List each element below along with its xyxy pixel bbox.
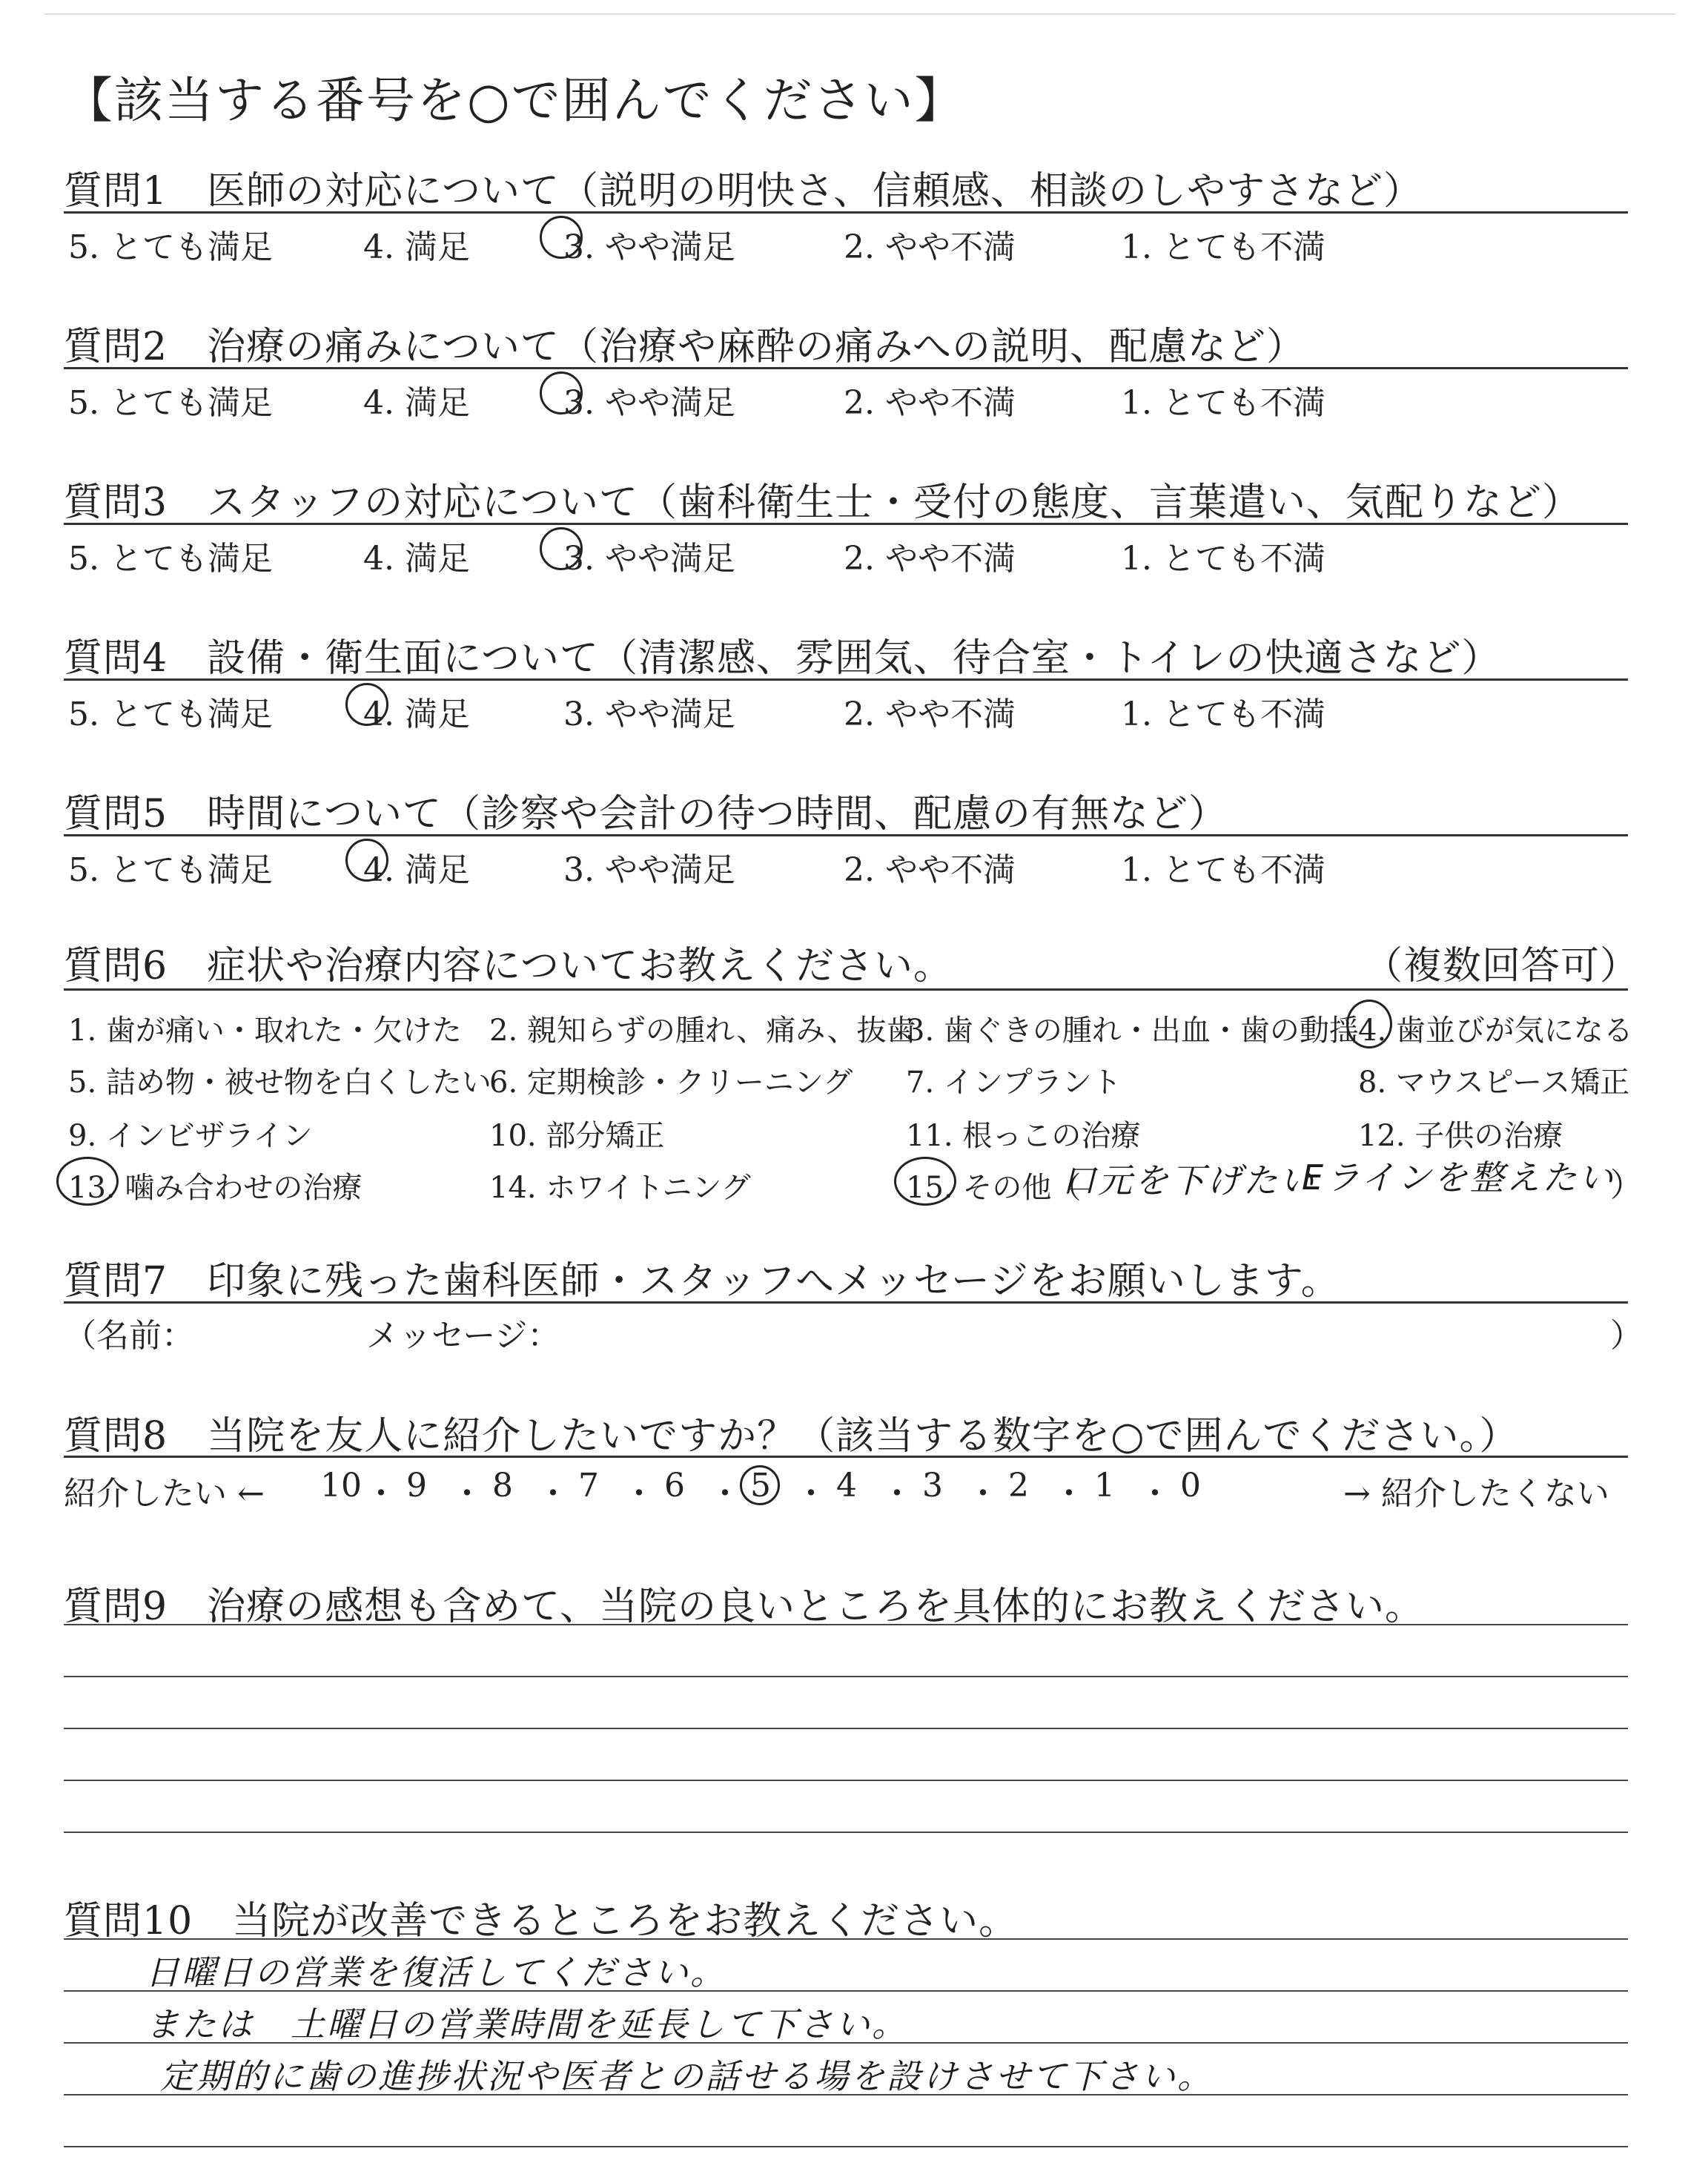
q8-title: 質問8 当院を友人に紹介したいですか？（該当する数字を○で囲んでください。） [64, 1414, 1519, 1459]
q8-scale-0[interactable]: 0 [1180, 1467, 1201, 1505]
q6-option-14[interactable]: 14. ホワイトニング [489, 1171, 751, 1205]
q4-option-2[interactable]: 2. やや不満 [844, 696, 1016, 733]
q10-answer-line: または 土曜日の営業時間を延長して下さい。 [145, 2004, 908, 2044]
q7-close: ） [1610, 1317, 1643, 1355]
q2-option-4[interactable]: 4. 満足 [363, 384, 470, 422]
q4-option-5[interactable]: 5. とても満足 [68, 696, 273, 733]
q2-option-2[interactable]: 2. やや不満 [844, 384, 1016, 422]
q9-line [64, 1624, 1628, 1625]
q8-underline [64, 1456, 1628, 1458]
q1-title: 質問1 医師の対応について（説明の明快さ、信頼感、相談のしやすさなど） [64, 169, 1423, 214]
q8-scale-separator: ・ [795, 1475, 827, 1513]
q5-selected-circle [345, 839, 388, 882]
q8-scale-4[interactable]: 4 [836, 1467, 857, 1505]
q7-name-label: （名前： [64, 1317, 194, 1355]
q9-line [64, 1676, 1628, 1677]
q8-right-label: → 紹介したくない [1343, 1475, 1609, 1513]
q2-underline [64, 367, 1628, 369]
q9-title: 質問9 治療の感想も含めて、当院の良いところを具体的にお教えください。 [64, 1585, 1425, 1629]
q3-underline [64, 523, 1628, 525]
q8-scale-separator: ・ [537, 1475, 569, 1513]
q5-option-3[interactable]: 3. やや満足 [563, 851, 735, 889]
q9-line [64, 1832, 1628, 1833]
q1-option-5[interactable]: 5. とても満足 [68, 228, 273, 266]
q6-option-6[interactable]: 6. 定期検診・クリーニング [489, 1066, 853, 1100]
q8-scale-5[interactable]: 5 [750, 1467, 771, 1505]
q8-scale-10[interactable]: 10 [320, 1467, 362, 1505]
q4-title: 質問4 設備・衛生面について（清潔感、雰囲気、待合室・トイレの快適さなど） [64, 636, 1501, 681]
q6-title: 質問6 症状や治療内容についてお教えください。 [64, 944, 953, 988]
q6-option-11[interactable]: 11. 根っこの治療 [906, 1119, 1141, 1153]
q6-option-1[interactable]: 1. 歯が痛い・取れた・欠けた [68, 1014, 462, 1048]
q3-title: 質問3 スタッフの対応について（歯科衛生士・受付の態度、言葉遣い、気配りなど） [64, 480, 1582, 525]
q6-selected-circle-15 [894, 1157, 956, 1206]
q5-option-5[interactable]: 5. とても満足 [68, 851, 273, 889]
q5-title: 質問5 時間について（診察や会計の待つ時間、配慮の有無など） [64, 792, 1228, 836]
q4-option-1[interactable]: 1. とても不満 [1121, 696, 1325, 733]
q2-title: 質問2 治療の痛みについて（治療や麻酔の痛みへの説明、配慮など） [64, 325, 1306, 369]
q6-option-15[interactable]: 15. その他（ [906, 1171, 1082, 1205]
q4-option-3[interactable]: 3. やや満足 [563, 696, 735, 733]
q1-option-4[interactable]: 4. 満足 [363, 228, 470, 266]
q7-title: 質問7 印象に残った歯科医師・スタッフへメッセージをお願いします。 [64, 1259, 1340, 1304]
q8-scale-separator: ・ [709, 1475, 741, 1513]
q10-answer-line: 日曜日の営業を復活してください。 [145, 1952, 726, 1992]
q5-option-4[interactable]: 4. 満足 [363, 851, 470, 889]
q8-scale-9[interactable]: 9 [406, 1467, 427, 1505]
q6-underline [64, 988, 1628, 991]
q6-option-13[interactable]: 13. 噛み合わせの治療 [68, 1171, 363, 1205]
q4-underline [64, 678, 1628, 681]
q6-selected-circle-13 [56, 1157, 119, 1206]
q6-option-7[interactable]: 7. インプラント [906, 1066, 1122, 1100]
q6-other-answer-2: Eラインを整えたい [1302, 1157, 1615, 1198]
q6-option-10[interactable]: 10. 部分矯正 [489, 1119, 665, 1153]
page-top-border [44, 13, 1675, 15]
q4-selected-circle [345, 683, 388, 726]
q6-option-12[interactable]: 12. 子供の治療 [1358, 1119, 1563, 1153]
q6-other-answer-1: 口元を下げたい [1062, 1160, 1316, 1200]
q6-other-close: ） [1610, 1166, 1643, 1204]
q8-scale-separator: ・ [1139, 1475, 1171, 1513]
q2-option-1[interactable]: 1. とても不満 [1121, 384, 1325, 422]
q5-underline [64, 834, 1628, 836]
q8-selected-circle [740, 1465, 780, 1505]
q2-option-3[interactable]: 3. やや満足 [563, 384, 735, 422]
q6-option-9[interactable]: 9. インビザライン [68, 1119, 313, 1153]
q8-scale-separator: ・ [365, 1475, 397, 1513]
q1-option-2[interactable]: 2. やや不満 [844, 228, 1016, 266]
q8-scale-8[interactable]: 8 [492, 1467, 513, 1505]
q3-option-3[interactable]: 3. やや満足 [563, 540, 735, 578]
q3-selected-circle [540, 527, 583, 570]
q4-option-4[interactable]: 4. 満足 [363, 696, 470, 733]
q3-option-5[interactable]: 5. とても満足 [68, 540, 273, 578]
q7-message-label: メッセージ： [366, 1317, 560, 1355]
q8-scale-3[interactable]: 3 [922, 1467, 943, 1505]
q10-answer-line: 定期的に歯の進捗状況や医者との話せる場を設けさせて下さい。 [160, 2056, 1214, 2096]
q8-scale-separator: ・ [451, 1475, 483, 1513]
q9-line [64, 1728, 1628, 1729]
q8-scale-separator: ・ [623, 1475, 655, 1513]
page-header: 【該当する番号を○で囲んでください】 [64, 72, 965, 129]
q10-title: 質問10 当院が改善できるところをお教えください。 [64, 1899, 1019, 1943]
q1-option-1[interactable]: 1. とても不満 [1121, 228, 1325, 266]
q6-option-8[interactable]: 8. マウスピース矯正 [1358, 1066, 1630, 1100]
q8-scale-separator: ・ [1053, 1475, 1085, 1513]
q10-line [64, 2146, 1628, 2147]
q7-underline [64, 1301, 1628, 1304]
q8-scale-separator: ・ [881, 1475, 913, 1513]
q9-line [64, 1780, 1628, 1781]
q6-selected-circle-4 [1346, 1000, 1392, 1048]
q5-option-1[interactable]: 1. とても不満 [1121, 851, 1325, 889]
q3-option-1[interactable]: 1. とても不満 [1121, 540, 1325, 578]
q6-option-4[interactable]: 4. 歯並びが気になる [1358, 1014, 1633, 1048]
q1-underline [64, 211, 1628, 214]
q10-line [64, 1938, 1628, 1940]
q8-scale-6[interactable]: 6 [664, 1467, 685, 1505]
q3-option-2[interactable]: 2. やや不満 [844, 540, 1016, 578]
q6-multiple-note: （複数回答可） [1364, 944, 1640, 988]
q8-scale-separator: ・ [967, 1475, 999, 1513]
q6-option-5[interactable]: 5. 詰め物・被せ物を白くしたい [68, 1066, 491, 1100]
q8-scale-2[interactable]: 2 [1008, 1467, 1029, 1505]
q8-left-label: 紹介したい ← [64, 1475, 265, 1513]
q1-option-3[interactable]: 3. やや満足 [563, 228, 735, 266]
q8-scale-7[interactable]: 7 [578, 1467, 599, 1505]
q3-option-4[interactable]: 4. 満足 [363, 540, 470, 578]
q1-selected-circle [540, 216, 583, 259]
q2-selected-circle [540, 371, 583, 415]
q8-scale-1[interactable]: 1 [1094, 1467, 1115, 1505]
q2-option-5[interactable]: 5. とても満足 [68, 384, 273, 422]
q6-option-2[interactable]: 2. 親知らずの腫れ、痛み、抜歯 [489, 1014, 916, 1048]
q5-option-2[interactable]: 2. やや不満 [844, 851, 1016, 889]
q6-option-3[interactable]: 3. 歯ぐきの腫れ・出血・歯の動揺 [906, 1014, 1359, 1048]
